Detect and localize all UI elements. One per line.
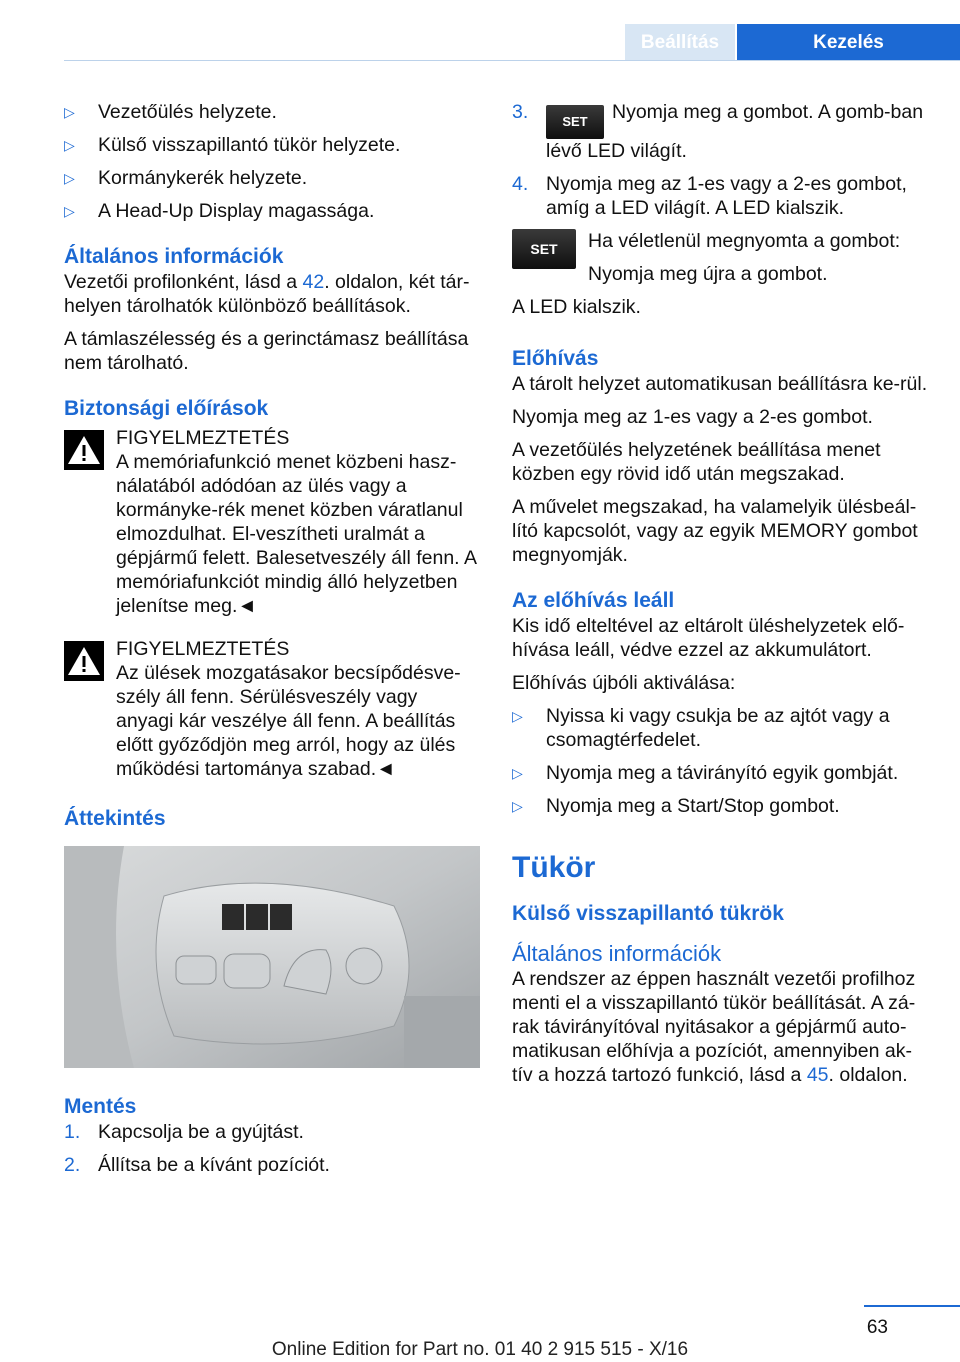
save-steps-continued — [512, 100, 928, 220]
general-info-note: A támlaszélesség és a gerinctámasz beállítása nem tárolható. — [64, 328, 469, 374]
bullet-triangle-icon: ▷ — [64, 104, 75, 120]
warning-icon — [64, 641, 104, 681]
intro-bullet-list — [64, 100, 480, 223]
list-item: 2. Állítsa be a kívánt pozíciót. — [64, 1154, 330, 1176]
warning-block — [64, 637, 480, 781]
right-column: 3. SET Nyomja meg a gombot. A gomb-ban lévő LED világít. 4. Nyomja meg az 1-es vagy a 2-es gombot, amíg a LED világít. A LED kialszik. SET Ha véletlenül megnyomta a gombot: Nyomja meg újra a gombot. A LED kialszik. Előhívás A tárolt helyzet automatikusan beállításra ke-rül. Nyomja meg az 1-es vagy a 2-es gombot. A vezetőülés helyzetének beállítása menet közben egy rövid idő után megszakad. A művelet megszakad, ha valamelyik ülésbeál-lító kapcsolót, vagy az egyik MEMORY gombot megnyomják. Az előhívás leáll Kis idő elteltével az eltárolt üléshelyzetek elő-hívása leáll, védve ezzel az akkumulátort. Előhívás újbóli aktiválása: ▷ Nyissa ki vagy csukja be az ajtót vagy a csomagtérfedelet. ▷ Nyomja meg a távirányító egyik gombját. ▷ Nyomja meg a Start/Stop gombot. Tükör Külső visszapillantó tükrök Általános információk A rendszer az éppen használt vezetői profilhoz menti el a visszapillantó tükör beállítását. A zá-rak távirányítóval nyitásakor a gépjármű auto-matikusan előhívja a pozíciót, amennyiben ak-tív a hozzá tartozó funkció, lásd a 45. oldalon. — [512, 101, 928, 1086]
header-section-tab[interactable]: Beállítás — [625, 24, 735, 61]
page-number: 63 — [866, 1317, 888, 1338]
header-divider — [64, 60, 960, 61]
list-item: ▷ Nyissa ki vagy csukja be az ajtót vagy a csomagtérfedelet. — [512, 705, 890, 751]
list-item: ▷ Vezetőülés helyzete. — [64, 101, 277, 123]
page-reference-link[interactable]: 45 — [806, 1064, 829, 1086]
set-note: SET Ha véletlenül megnyomta a gombot: Nyomja meg újra a gombot. — [512, 229, 928, 286]
list-item: 1. Kapcsolja be a gyújtást. — [64, 1121, 304, 1143]
left-column — [64, 100, 480, 1186]
seat-controls-image — [64, 846, 480, 1068]
recall-stop-heading: Az előhívás leáll — [512, 589, 675, 612]
warning-block — [64, 426, 480, 618]
header-chapter-tab[interactable]: Kezelés — [737, 24, 960, 61]
bullet-triangle-icon: ▷ — [64, 170, 75, 186]
page-reference-link[interactable]: 42 — [302, 271, 325, 293]
recall-heading: Előhívás — [512, 347, 599, 370]
bullet-triangle-icon: ▷ — [512, 765, 523, 781]
list-item: ▷ A Head-Up Display magassága. — [64, 200, 375, 222]
edition-text: Online Edition for Part no. 01 40 2 915 515 - X/16 — [271, 1339, 689, 1360]
footer-divider — [864, 1305, 960, 1307]
bullet-triangle-icon: ▷ — [64, 137, 75, 153]
bullet-triangle-icon: ▷ — [512, 708, 523, 724]
list-item: ▷ Külső visszapillantó tükör helyzete. — [64, 134, 401, 156]
overview-heading: Áttekintés — [64, 807, 166, 830]
reactivation-bullet-list — [512, 704, 928, 818]
general-info-heading: Általános információk — [64, 245, 284, 268]
bullet-triangle-icon: ▷ — [512, 798, 523, 814]
list-item: 4. Nyomja meg az 1-es vagy a 2-es gombot, amíg a LED világít. A LED kialszik. — [512, 173, 907, 219]
mirror-paragraph: A rendszer az éppen használt vezetői profilhoz menti el a visszapillantó tükör beállítását. A zá-rak távirányítóval nyitásakor a gépjármű auto-matikusan előhívja a pozíciót, amennyiben ak-tív a hozzá tartozó funkció, lásd a 45. oldalon. — [512, 968, 916, 1086]
safety-heading: Biztonsági előírások — [64, 397, 269, 420]
set-button-icon: SET — [546, 105, 604, 139]
list-item: ▷ Nyomja meg a távirányító egyik gombját. — [512, 762, 899, 784]
mirror-subheading: Külső visszapillantó tükrök — [512, 902, 784, 925]
list-item: 3. SET Nyomja meg a gombot. A gomb-ban lévő LED világít. — [512, 101, 924, 162]
warning-text: A memóriafunkció menet közbeni hasz-nálatából adódóan az ülés vagy a kormányke-rék menet közben váratlanul elmozdulhat. El-veszítheti uralmát a gépjármű felett. Balesetveszély áll fenn. A memóriafunkciót mindig álló helyzetben jelenítse meg.◄ — [116, 451, 476, 617]
warning-text: Az ülések mozgatásakor becsípődésve-szély áll fenn. Sérülésveszély vagy anyagi kár veszélye áll fenn. A beállítás előtt győződjön meg arról, hogy az ülés működési tartománya szabad.◄ — [116, 662, 461, 780]
set-button-icon: SET — [512, 229, 576, 269]
led-off-text: A LED kialszik. — [512, 296, 641, 318]
save-steps-list — [64, 1120, 480, 1177]
list-item: ▷ Nyomja meg a Start/Stop gombot. — [512, 795, 840, 817]
save-heading: Mentés — [64, 1095, 137, 1118]
warning-title: FIGYELMEZTETÉS — [116, 638, 290, 660]
mirror-general-heading: Általános információk — [512, 941, 722, 966]
mirror-title: Tükör — [512, 851, 596, 884]
warning-icon — [64, 430, 104, 470]
list-item: ▷ Kormánykerék helyzete. — [64, 167, 308, 189]
bullet-triangle-icon: ▷ — [64, 203, 75, 219]
general-info-paragraph: Vezetői profilonként, lásd a 42. oldalon, két tár-helyen tárolhatók különböző beállítások. — [64, 271, 470, 317]
warning-title: FIGYELMEZTETÉS — [116, 427, 290, 449]
